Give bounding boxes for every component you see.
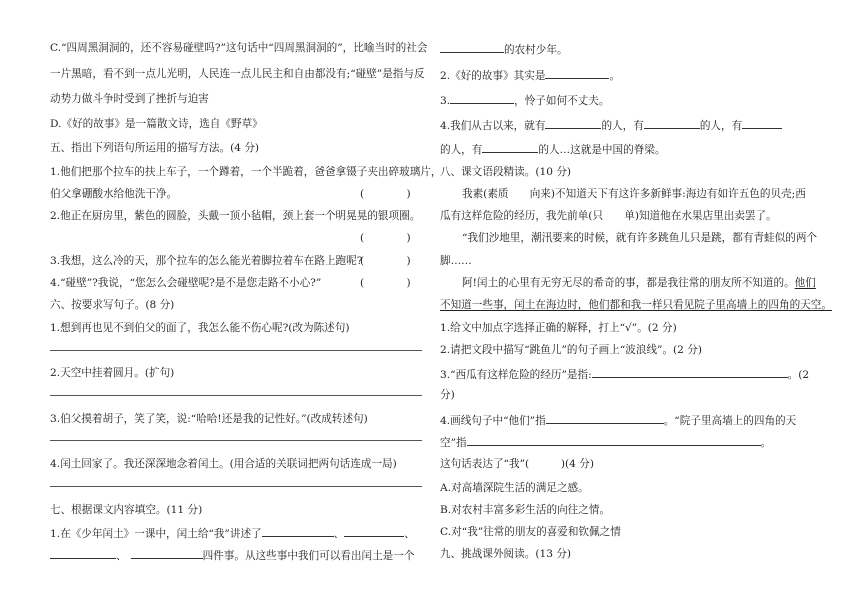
answer-paren[interactable]: ( ) <box>360 255 411 267</box>
blank[interactable] <box>131 548 203 559</box>
section8-q3-text: 3.“西瓜有这样危险的经历”是指: <box>440 369 592 381</box>
option-c: C.对“我”往常的朋友的喜爱和钦佩之情 <box>440 526 621 538</box>
section7-q2-text: 2.《好的故事》其实是 <box>440 70 546 82</box>
section6-q2: 2.天空中挂着圆月。(扩句) <box>50 367 175 379</box>
section5-title: 五、指出下列语句所运用的描写方法。(4 分) <box>50 142 260 154</box>
blank[interactable] <box>545 118 601 129</box>
answer-line[interactable] <box>50 395 422 396</box>
c-option-line2: 一片黑暗，看不到一点儿光明，人民连一点儿民主和自由都没有;“碰壁”是指与反 <box>50 68 425 80</box>
blank[interactable] <box>440 42 504 53</box>
passage-p2-line2: 脚…… <box>440 255 472 267</box>
section7-q1-text: 1.在《少年闰土》一课中，闰土给“我”讲述了 <box>50 528 262 540</box>
section7-q4-b: 的人，有 <box>601 120 644 132</box>
section5-q3: 3.我想，这么冷的天，那个拉车的怎么能光着脚拉着车在路上跑呢? <box>50 255 363 267</box>
underlined-sentence: 不知道一些事，闰土在海边时，他们都和我一样只看见院子里高墙上的四角的天空。 <box>440 299 832 311</box>
section7-q1-line3 <box>440 42 568 57</box>
section7-q1-line1 <box>50 526 415 541</box>
section7-q3 <box>440 93 609 108</box>
passage-p1-line2: 瓜有这样危险的经历，我先前单(只 单)知道他在水果店里出卖罢了。 <box>440 210 777 222</box>
section9-title: 九、挑战课外阅读。(13 分) <box>440 548 572 560</box>
section7-q3-end: ，怜子如何不丈夫。 <box>514 95 610 107</box>
blank[interactable] <box>644 118 700 129</box>
answer-line[interactable] <box>50 350 422 351</box>
section8-q4-end: 。“院子里高墙上的四角的天 <box>663 415 797 427</box>
section8-q4-line1 <box>440 413 796 428</box>
section8-q4b-text: 空”指 <box>440 437 467 449</box>
answer-line[interactable] <box>50 486 422 487</box>
passage-p3-line1 <box>462 277 816 290</box>
section7-q4-text: 4.我们从古以来，就有 <box>440 120 546 132</box>
separator: 、 <box>116 550 127 562</box>
section5-q1-line2: 伯父拿硼酸水给他洗干净。 <box>50 188 178 200</box>
section8-q4b-end: 。 <box>760 437 772 449</box>
section7-q1-line2 <box>50 548 414 563</box>
passage-p2-line1: “我们沙地里，潮汛要来的时候，就有许多跳鱼儿只是跳，都有青蛙似的两个 <box>462 232 818 244</box>
section6-q4: 4.闰土回家了。我还深深地念着闰土。(用合适的关联词把两句话连成一局) <box>50 458 397 470</box>
section8-q3 <box>440 367 809 382</box>
section7-q1-end: 四件事。从这些事中我们可以看出闰土是一个 <box>202 550 415 562</box>
blank[interactable] <box>262 526 334 537</box>
c-option-line3: 动势力做斗争时受到了挫折与迫害 <box>50 93 209 105</box>
section7-q2 <box>440 68 620 83</box>
section7-q4-line1 <box>440 118 782 133</box>
section7-q4-d: 的人，有 <box>440 144 483 156</box>
answer-paren[interactable]: ( ) <box>360 232 411 244</box>
blank[interactable] <box>742 118 782 129</box>
section7-q1-tail: 的农村少年。 <box>504 44 568 56</box>
section8-title: 八、课文语段精读。(10 分) <box>440 166 572 178</box>
separator: 、 <box>333 528 345 540</box>
answer-line[interactable] <box>50 440 422 441</box>
underlined-sentence: 他们 <box>794 277 816 289</box>
section6-q1: 1.想到再也见不到伯父的面了，我怎么能不伤心呢?(改为陈述句) <box>50 322 350 334</box>
section8-q5: 这句话表达了“我”( )(4 分) <box>440 458 595 470</box>
section6-q3: 3.伯父摸着胡子，笑了笑，说:“哈哈!还是我的记性好。”(改成转述句) <box>50 413 368 425</box>
section6-title: 六、按要求写句子。(8 分) <box>50 299 175 311</box>
blank[interactable] <box>545 68 609 79</box>
section5-q2: 2.他正在厨房里，紫色的圆脸，头戴一顶小毡帽，颈上套一个明晃晃的银项圈。 <box>50 210 421 222</box>
c-option-line1: C.“四周黑洞洞的，还不容易碰壁吗?”这句话中“四周黑洞洞的”，比喻当时的社会 <box>50 42 428 54</box>
blank[interactable] <box>592 367 788 378</box>
blank[interactable] <box>467 435 761 446</box>
separator: 、 <box>404 528 415 540</box>
section8-q4-text: 4.画线句子中“他们”指 <box>440 415 546 427</box>
section7-q4-end: 的人…这就是中国的脊梁。 <box>538 144 666 156</box>
section8-q4-line2 <box>440 435 771 450</box>
section7-q2-end: 。 <box>609 70 621 82</box>
section8-q2: 2.请把文段中描写“跳鱼儿”的句子画上“波浪线”。(2 分) <box>440 344 703 356</box>
option-a: A.对高墙深院生活的满足之感。 <box>440 482 589 494</box>
section7-q3-prefix: 3. <box>440 95 451 107</box>
section8-q1: 1.给文中加点字选择正确的解释，打上“√”。(2 分) <box>440 322 677 334</box>
section5-q1-line1: 1.他们把那个拉车的扶上车子，一个蹲着，一个半跪着，爸爸拿镊子夹出碎玻璃片， <box>50 166 442 178</box>
section7-q4-c: 的人，有 <box>699 120 743 132</box>
answer-paren[interactable]: ( ) <box>360 188 411 200</box>
option-b: B.对农村丰富多彩生活的向往之情。 <box>440 504 611 516</box>
section5-q4: 4.“碰壁”?我说，“您怎么会碰壁呢?是不是您走路不小心?” <box>50 277 322 289</box>
d-option: D.《好的故事》是一篇散文诗，选自《野草》 <box>50 118 263 130</box>
passage-p1-line1: 我素(素质 向来)不知道天下有这许多新鲜事:海边有如许五色的贝壳;西 <box>462 188 806 200</box>
section7-title: 七、根据课文内容填空。(11 分) <box>50 504 203 516</box>
answer-paren[interactable]: ( ) <box>360 277 411 289</box>
blank[interactable] <box>344 526 404 537</box>
section7-q4-line2 <box>440 142 666 157</box>
blank[interactable] <box>450 93 514 104</box>
blank[interactable] <box>482 142 538 153</box>
blank[interactable] <box>546 413 664 424</box>
section8-q3-end: 。(2 <box>787 369 810 381</box>
section8-q3-cont: 分) <box>440 389 455 401</box>
blank[interactable] <box>50 548 116 559</box>
passage-p3-text: 阿!闰土的心里有无穷无尽的希奇的事，都是我往常的朋友所不知道的。 <box>462 277 795 289</box>
